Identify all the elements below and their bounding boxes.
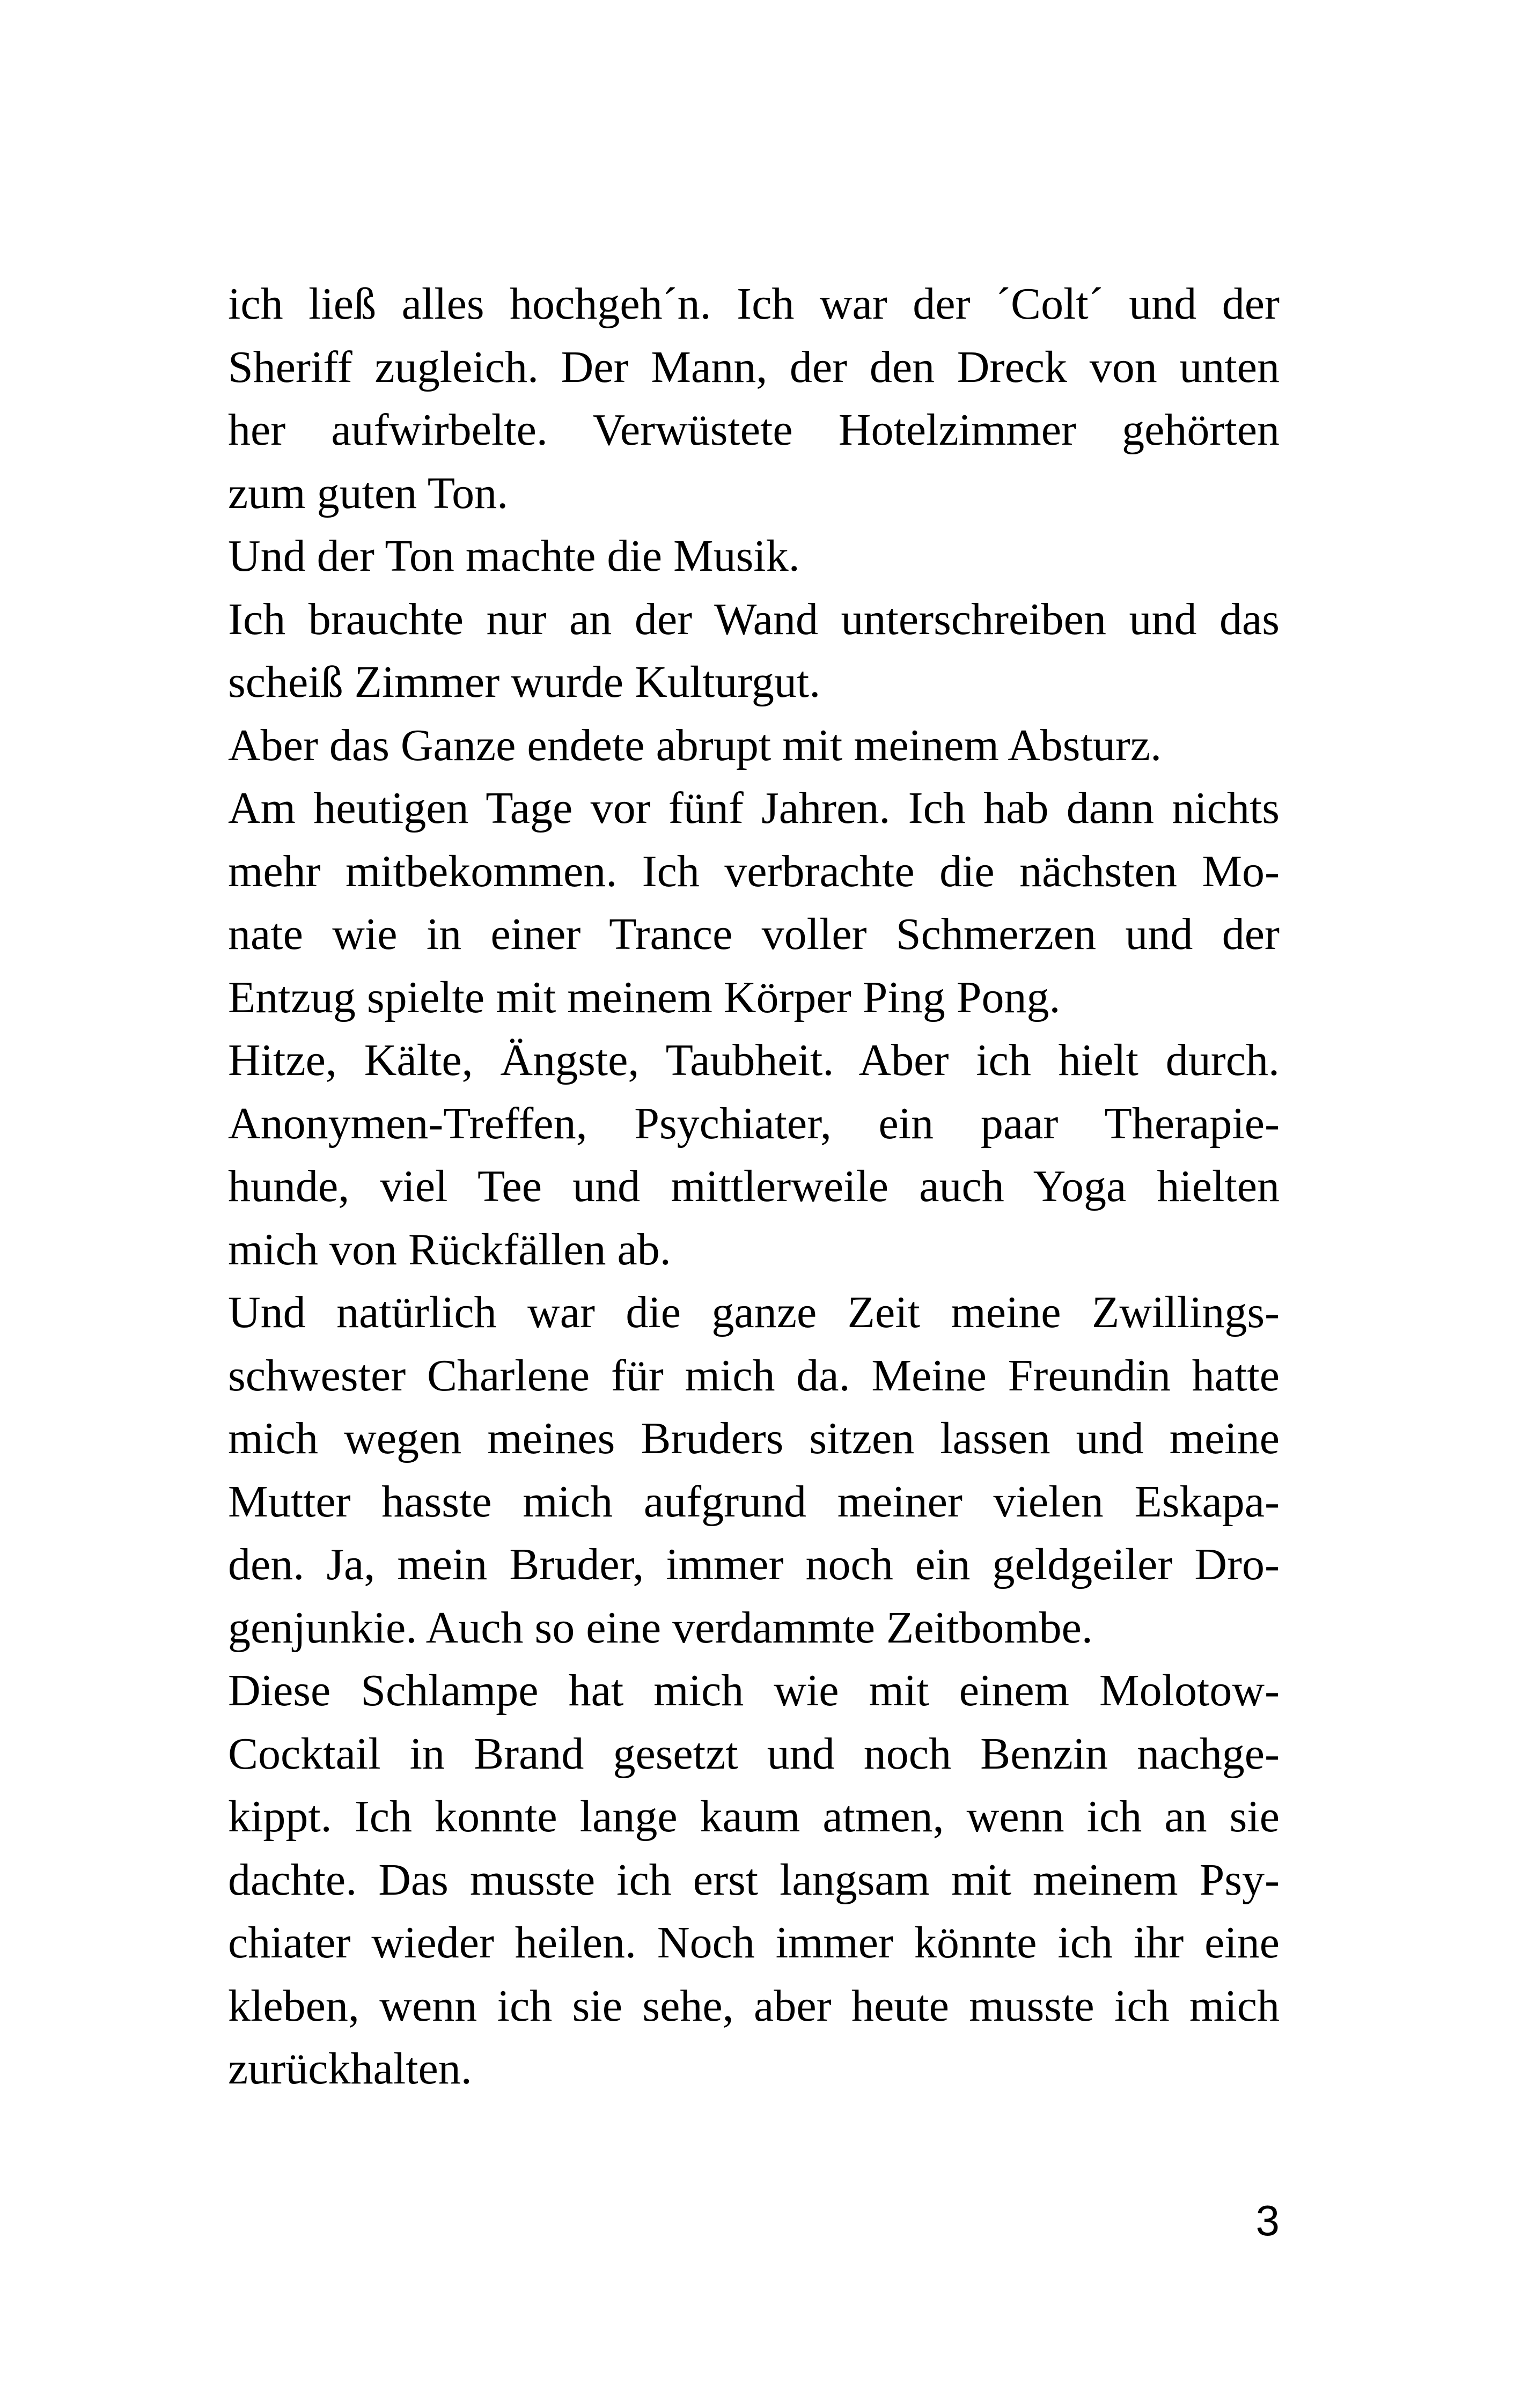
text-line: dachte. Das musste ich erst langsam mit meinem Psy- [228, 1854, 1280, 1905]
text-line: Und natürlich war die ganze Zeit meine Zwillings- [228, 1287, 1280, 1337]
text-line: Ich brauchte nur an der Wand unterschreiben und das [228, 594, 1280, 644]
text-line: genjunkie. Auch so eine verdammte Zeitbombe. [228, 1602, 1093, 1653]
text-line: scheiß Zimmer wurde Kulturgut. [228, 657, 821, 707]
text-line: Cocktail in Brand gesetzt und noch Benzin nachge- [228, 1728, 1280, 1779]
text-line: chiater wieder heilen. Noch immer könnte ich ihr eine [228, 1918, 1280, 1968]
text-line: schwester Charlene für mich da. Meine Freundin hatte [228, 1350, 1280, 1401]
text-line: Mutter hasste mich aufgrund meiner vielen Eskapa- [228, 1476, 1280, 1527]
text-line: nate wie in einer Trance voller Schmerzen und der [228, 909, 1280, 959]
text-line: Anonymen-Treffen, Psychiater, ein paar Therapie- [228, 1098, 1280, 1148]
text-line: kippt. Ich konnte lange kaum atmen, wenn ich an sie [228, 1792, 1280, 1842]
body-text [228, 273, 1280, 2101]
text-line: ich ließ alles hochgeh´n. Ich war der ´Colt´ und der [228, 279, 1280, 329]
text-line: mehr mitbekommen. Ich verbrachte die nächsten Mo- [228, 846, 1280, 896]
text-line: Entzug spielte mit meinem Körper Ping Pong. [228, 972, 1061, 1022]
text-line: den. Ja, mein Bruder, immer noch ein geldgeiler Dro- [228, 1540, 1280, 1589]
text-line: hunde, viel Tee und mittlerweile auch Yoga hielten [228, 1161, 1280, 1211]
text-line: Sheriff zugleich. Der Mann, der den Dreck von unten [228, 342, 1280, 392]
text-line: mich von Rückfällen ab. [228, 1224, 671, 1275]
text-line: mich wegen meines Bruders sitzen lassen und meine [228, 1413, 1280, 1463]
text-line: Diese Schlampe hat mich wie mit einem Molotow- [228, 1666, 1280, 1715]
text-line: Aber das Ganze endete abrupt mit meinem Absturz. [228, 720, 1162, 770]
text-line: zurückhalten. [228, 2044, 472, 2094]
text-line: her aufwirbelte. Verwüstete Hotelzimmer gehörten [228, 405, 1280, 455]
text-line: Hitze, Kälte, Ängste, Taubheit. Aber ich hielt durch. [228, 1035, 1280, 1085]
text-line: kleben, wenn ich sie sehe, aber heute musste ich mich [228, 1980, 1280, 2031]
text-line: Und der Ton machte die Musik. [228, 531, 800, 581]
page-number: 3 [1255, 2197, 1280, 2244]
text-line: zum guten Ton. [228, 468, 509, 518]
text-line: Am heutigen Tage vor fünf Jahren. Ich hab dann nichts [228, 783, 1280, 833]
